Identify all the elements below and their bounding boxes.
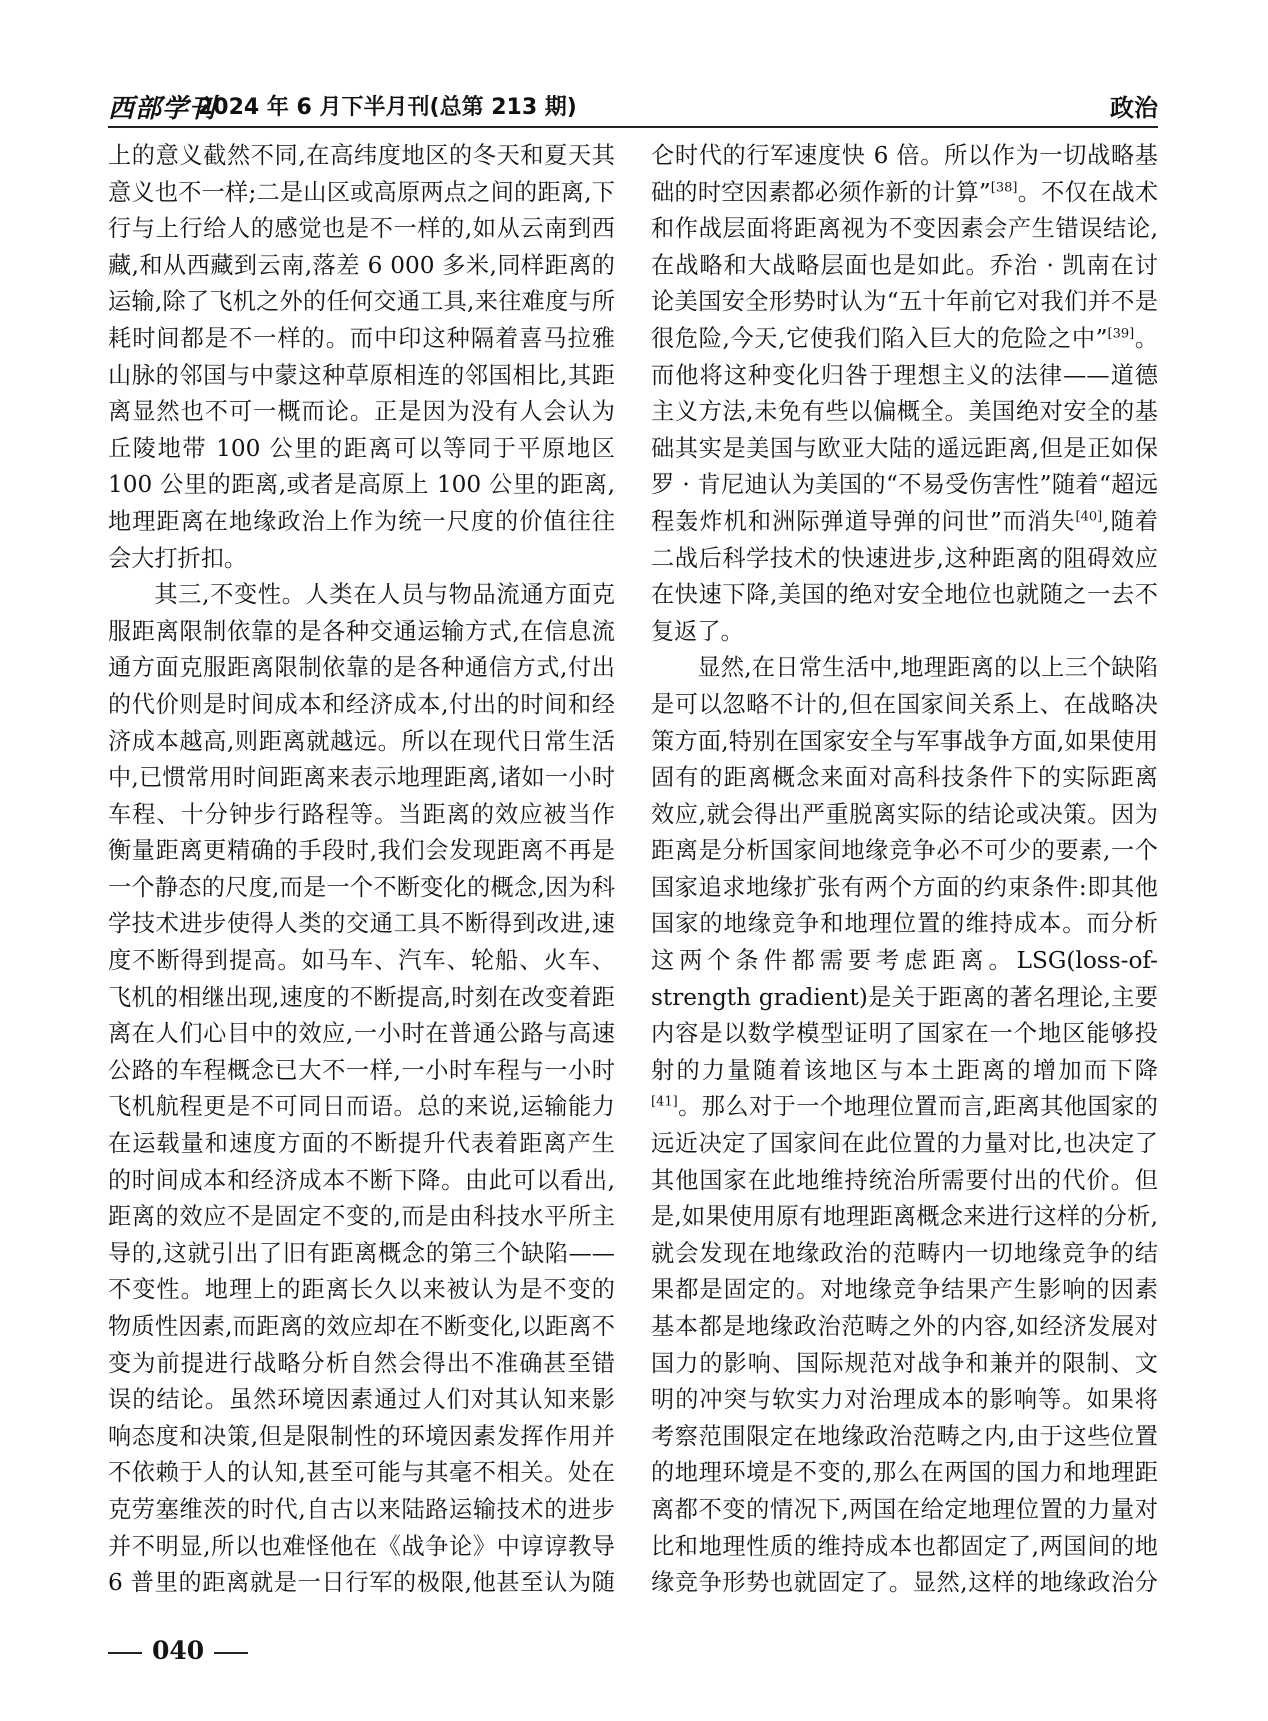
- journal-issue: 2024 年 6 月下半月刊(总第 213 期): [198, 95, 577, 120]
- paragraph-text: 。不仅在战术和作战层面将距离视为不变因素会产生错误结论,在战略和大战略层面也是如此。乔治 · 凯南在讨论美国安全形势时认为“五十年前它对我们并不是很危险,今天,它使我们陷入巨大的危险之中”: [651, 178, 1158, 352]
- citation: [38]: [990, 179, 1018, 195]
- right-column: [651, 138, 1158, 1606]
- citation: [40]: [1075, 509, 1103, 525]
- paragraph-text: 。那么对于一个地理位置而言,距离其他国家的远近决定了国家间在此位置的力量对比,也决定了其他国家在此地维持统治所需要付出的代价。但是,如果使用原有地理距离概念来进行这样的分析,就会发现在地缘政治的范畴内一切地缘竞争的结果都是固定的。对地缘竞争结果产生影响的因素基本都是地缘政治范畴之外的内容,如经济发展对国力的影响、国际规范对战争和兼并的限制、文明的冲突与软实力对治理成本的影响等。如果将考察范围限定在地缘政治范畴之内,由于这些位置的地理环境是不变的,那么在两国的国力和地理距离都不变的情况下,两国在给定地理位置的力量对比和地理性质的维持成本也都固定了,两国间的地缘竞争形势也就固定了。显然,这样的地缘政治分: [651, 1093, 1158, 1597]
- paragraph: [108, 138, 615, 577]
- paragraph: [108, 577, 615, 1606]
- paragraph: [651, 650, 1158, 1606]
- footer-dash: [214, 1652, 248, 1654]
- page-number: 040: [152, 1636, 205, 1665]
- page-footer: [108, 1636, 258, 1665]
- left-column: [108, 138, 615, 1606]
- paragraph-text: 显然,在日常生活中,地理距离的以上三个缺陷是可以忽略不计的,但在国家间关系上、在战略决策方面,特别在国家安全与军事战争方面,如果使用固有的距离概念来面对高科技条件下的实际距离效应,就会得出严重脱离实际的结论或决策。因为距离是分析国家间地缘竞争必不可少的要素,一个国家追求地缘扩张有两个方面的约束条件:即其他国家的地缘竞争和地理位置的维持成本。而分析这两个条件都需要考虑距离。LSG(loss-of-strength gradient)是关于距离的著名理论,主要内容是以数学模型证明了国家在一个地区能够投射的力量随着该地区与本土距离的增加而下降: [651, 654, 1158, 1084]
- citation: [41]: [651, 1094, 678, 1110]
- journal-logo: 西部学刊: [108, 94, 217, 124]
- paragraph-text: 其三,不变性。人类在人员与物品流通方面克服距离限制依靠的是各种交通运输方式,在信息流通方面克服距离限制依靠的是各种通信方式,付出的代价则是时间成本和经济成本,付出的时间和经济成本越高,则距离就越远。所以在现代日常生活中,已惯常用时间距离来表示地理距离,诸如一小时车程、十分钟步行路程等。当距离的效应被当作衡量距离更精确的手段时,我们会发现距离不再是一个静态的尺度,而是一个不断变化的概念,因为科学技术进步使得人类的交通工具不断得到改进,速度不断得到提高。如马车、汽车、轮船、火车、飞机的相继出现,速度的不断提高,时刻在改变着距离在人们心目中的效应,一小时在普通公路与高速公路的车程概念已大不一样,一小时车程与一小时飞机航程更是不可同日而语。总的来说,运输能力在运载量和速度方面的不断提升代表着距离产生的时间成本和经济成本不断下降。由此可以看出,距离的效应不是固定不变的,而是由科技水平所主导的,这就引出了旧有距离概念的第三个缺陷——不变性。地理上的距离长久以来被认为是不变的物质性因素,而距离的效应却在不断变化,以距离不变为前提进行战略分析自然会得出不准确甚至错误的结论。虽然环境因素通过人们对其认知来影响态度和决策,但是限制性的环境因素发挥作用并不依赖于人的认知,甚至可能与其毫不相关。处在克劳塞维茨的时代,自古以来陆路运输技术的进步并不明显,所以也难怪他在《战争论》中谆谆教导 6 普里的距离就是一日行军的极限,他甚至认为随: [108, 581, 615, 1597]
- page-header: [108, 88, 1158, 122]
- paragraph-text: 。而他将这种变化归咎于理想主义的法律——道德主义方法,未免有些以偏概全。美国绝对安全的基础其实是美国与欧亚大陆的遥远距离,但是正如保罗 · 肯尼迪认为美国的“不易受伤害性”随着“超远程轰炸机和洲际弹道导弹的问世”而消失: [651, 324, 1158, 535]
- footer-dash: [108, 1652, 142, 1654]
- paragraph: [651, 138, 1158, 650]
- section-label: 政治: [1110, 94, 1158, 122]
- citation: [39]: [1107, 326, 1135, 342]
- paragraph-text: 仑时代的行军速度快 6 倍。所以作为一切战略基础的时空因素都必须作新的计算”: [651, 142, 1158, 206]
- paragraph-text: ,随着二战后科学技术的快速进步,这种距离的阻碍效应在快速下降,美国的绝对安全地位也就随之一去不复返了。: [651, 507, 1158, 645]
- header-rule: [108, 126, 1158, 128]
- paragraph-text: 上的意义截然不同,在高纬度地区的冬天和夏天其意义也不一样;二是山区或高原两点之间的距离,下行与上行给人的感觉也是不一样的,如从云南到西藏,和从西藏到云南,落差 6 000 多米,同样距离的运输,除了飞机之外的任何交通工具,来往难度与所耗时间都是不一样的。而中印这种隔着喜马拉雅山脉的邻国与中蒙这种草原相连的邻国相比,其距离显然也不可一概而论。正是因为没有人会认为丘陵地带 100 公里的距离可以等同于平原地区 100 公里的距离,或者是高原上 100 公里的距离,地理距离在地缘政治上作为统一尺度的价值往往会大打折扣。: [108, 142, 615, 572]
